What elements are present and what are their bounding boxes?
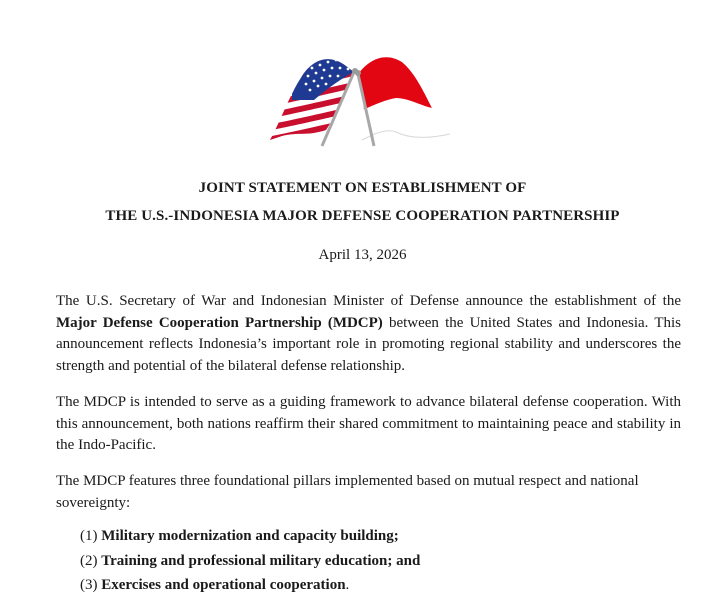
pillar-item: [80, 524, 420, 549]
paragraph-pillars-intro: The MDCP features three foundational pillars implemented based on mutual respect and national sovereignty:: [56, 473, 639, 511]
pillar-number: (2): [80, 552, 102, 569]
pillar-number: (3): [80, 577, 102, 593]
paragraph-framework: The MDCP is intended to serve as a guiding framework to advance bilateral defense cooperation. With this announcement, both nations reaffirm their shared commitment to maintaining peace and stability in the Indo-Pacific.: [56, 394, 681, 453]
pillar-text: Exercises and operational cooperation: [101, 577, 346, 593]
pillar-text: Military modernization and capacity building;: [101, 528, 399, 544]
paragraph-intro-text-end: between the United States and Indonesia. This announcement reflects Indonesia’s important role in promoting regional stability and underscores the strength and potential of the bilateral defense relationship.: [56, 314, 681, 374]
crossed-flags-logo: [262, 48, 452, 148]
us-flag-icon: [262, 48, 362, 148]
paragraph-intro: [56, 291, 681, 377]
document-date: April 13, 2026: [318, 247, 407, 263]
pillar-item: [80, 549, 420, 574]
pillar-tail: .: [345, 577, 350, 593]
pillar-number: (1): [80, 528, 102, 544]
paragraph-intro-text-start: The U.S. Secretary of War and Indonesian Minister of Defense announce the establishment of the: [56, 293, 681, 309]
indonesia-flag-icon: [352, 48, 452, 148]
pillar-text: Training and professional military education; and: [101, 552, 421, 569]
pillars-list: [80, 524, 420, 598]
pillar-item: [80, 573, 420, 598]
mdcp-name-bold: Major Defense Cooperation Partnership (MDCP): [56, 314, 383, 331]
document-title-line-2: THE U.S.-INDONESIA MAJOR DEFENSE COOPERATION PARTNERSHIP: [105, 208, 620, 224]
document-title-line-1: JOINT STATEMENT ON ESTABLISHMENT OF: [198, 180, 527, 196]
